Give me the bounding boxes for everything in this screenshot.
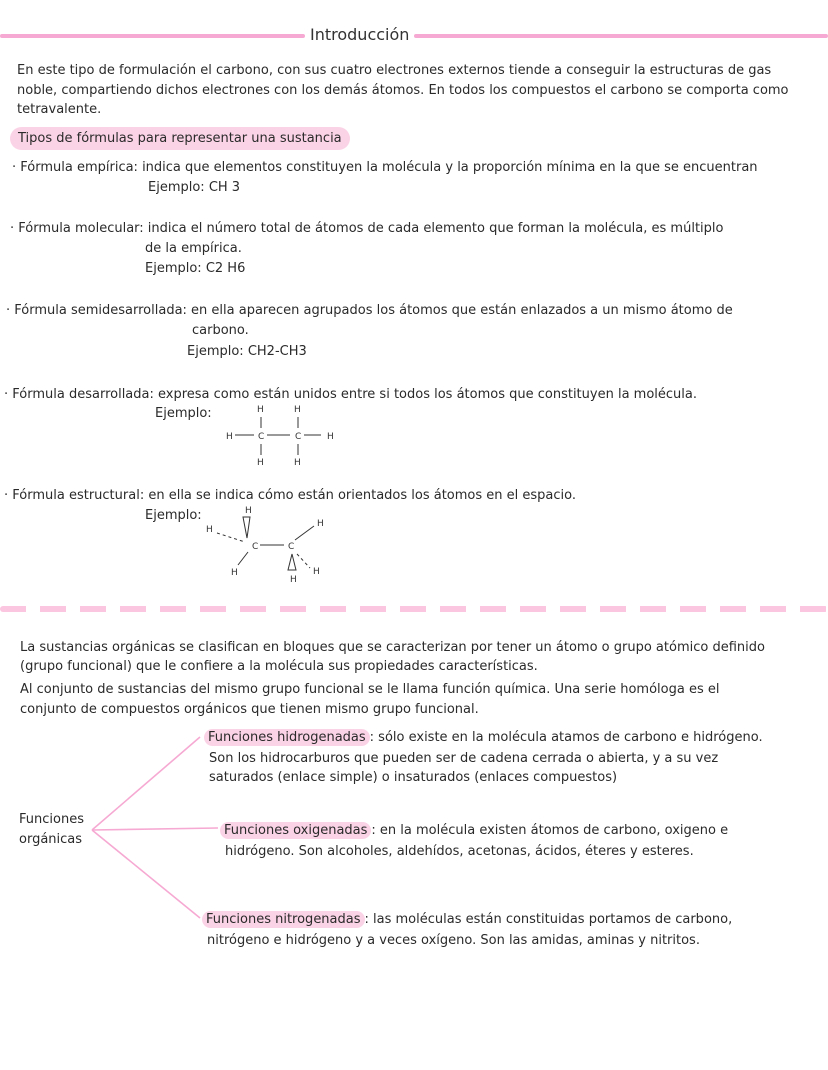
formula-semidesarrollada-cont: carbono. <box>192 323 249 338</box>
atom-h: H <box>257 405 264 415</box>
atom-h: H <box>317 519 324 529</box>
atom-h: H <box>231 568 238 578</box>
atom-c: C <box>252 542 259 552</box>
function-hidrogenadas-line3: saturados (enlace simple) o insaturados (enlaces compuestos) <box>209 770 618 785</box>
function-oxigenadas <box>220 821 728 840</box>
function-name-hidrogenadas: Funciones hidrogenadas <box>204 729 370 746</box>
intro-line-3: tetravalente. <box>17 102 102 117</box>
atom-c: C <box>288 542 295 552</box>
formula-semidesarrollada: · Fórmula semidesarrollada: en ella aparecen agrupados los átomos que están enlazados a un mismo átomo de <box>6 303 733 318</box>
example-estructural: Ejemplo: <box>145 508 202 523</box>
formula-molecular-cont: de la empírica. <box>145 241 242 256</box>
function-nitrogenadas-line2: nitrógeno e hidrógeno y a veces oxígeno. Son las amidas, aminas y nitritos. <box>207 933 700 948</box>
organic-line-1: La sustancias orgánicas se clasifican en bloques que se caracterizan por tener un átomo o grupo atómico definido <box>20 640 765 655</box>
formula-empirica: · Fórmula empírica: indica que elementos constituyen la molécula y la proporción mínima en la que se encuentran <box>12 160 758 175</box>
example-desarrollada: Ejemplo: <box>155 406 212 421</box>
intro-line-1: En este tipo de formulación el carbono, con sus cuatro electrones externos tiende a conseguir la estructuras de gas <box>17 63 772 78</box>
atom-c: C <box>258 432 265 442</box>
example-empirica: Ejemplo: CH 3 <box>148 180 241 195</box>
formula-estructural: · Fórmula estructural: en ella se indica cómo están orientados los átomos en el espacio. <box>4 488 576 503</box>
example-semidesarrollada: Ejemplo: CH2-CH3 <box>187 344 307 359</box>
function-name-oxigenadas: Funciones oxigenadas <box>220 822 371 839</box>
atom-h: H <box>245 506 252 516</box>
organic-line-4: conjunto de compuestos orgánicos que tienen mismo grupo funcional. <box>20 702 479 717</box>
atom-c: C <box>295 432 302 442</box>
atom-h: H <box>226 432 233 442</box>
function-desc-oxigenadas: : en la molécula existen átomos de carbono, oxigeno e <box>371 823 729 838</box>
formula-desarrollada: · Fórmula desarrollada: expresa como están unidos entre si todos los átomos que constituyen la molécula. <box>4 387 697 402</box>
atom-h: H <box>257 458 264 468</box>
atom-h: H <box>206 525 213 535</box>
example-molecular: Ejemplo: C2 H6 <box>145 261 246 276</box>
atom-h: H <box>294 458 301 468</box>
organic-line-3: Al conjunto de sustancias del mismo grupo funcional se le llama función química. Una serie homóloga es el <box>20 682 720 697</box>
atom-h: H <box>290 575 297 585</box>
section-label: Tipos de fórmulas para representar una sustancia <box>10 127 350 150</box>
atom-h: H <box>313 567 320 577</box>
function-hidrogenadas <box>204 728 763 747</box>
functions-label-1: Funciones <box>19 812 84 827</box>
page-title: Introducción <box>310 25 410 44</box>
function-oxigenadas-line2: hidrógeno. Son alcoholes, aldehídos, acetonas, ácidos, éteres y esteres. <box>225 844 694 859</box>
function-desc-nitrogenadas: : las moléculas están constituidas portamos de carbono, <box>364 912 733 927</box>
intro-line-2: noble, compartiendo dichos electrones con los demás átomos. En todos los compuestos el carbono se comporta como <box>17 83 789 98</box>
atom-h: H <box>294 405 301 415</box>
functions-label-2: orgánicas <box>19 832 83 847</box>
formula-molecular: · Fórmula molecular: indica el número total de átomos de cada elemento que forman la molécula, es múltiplo <box>10 221 724 236</box>
function-hidrogenadas-line2: Son los hidrocarburos que pueden ser de cadena cerrada o abierta, y a su vez <box>209 751 719 766</box>
function-desc-hidrogenadas: : sólo existe en la molécula atamos de carbono e hidrógeno. <box>369 730 763 745</box>
organic-line-2: (grupo funcional) que le confiere a la molécula sus propiedades características. <box>20 659 538 674</box>
function-nitrogenadas <box>202 910 732 929</box>
function-name-nitrogenadas: Funciones nitrogenadas <box>202 911 365 928</box>
atom-h: H <box>327 432 334 442</box>
